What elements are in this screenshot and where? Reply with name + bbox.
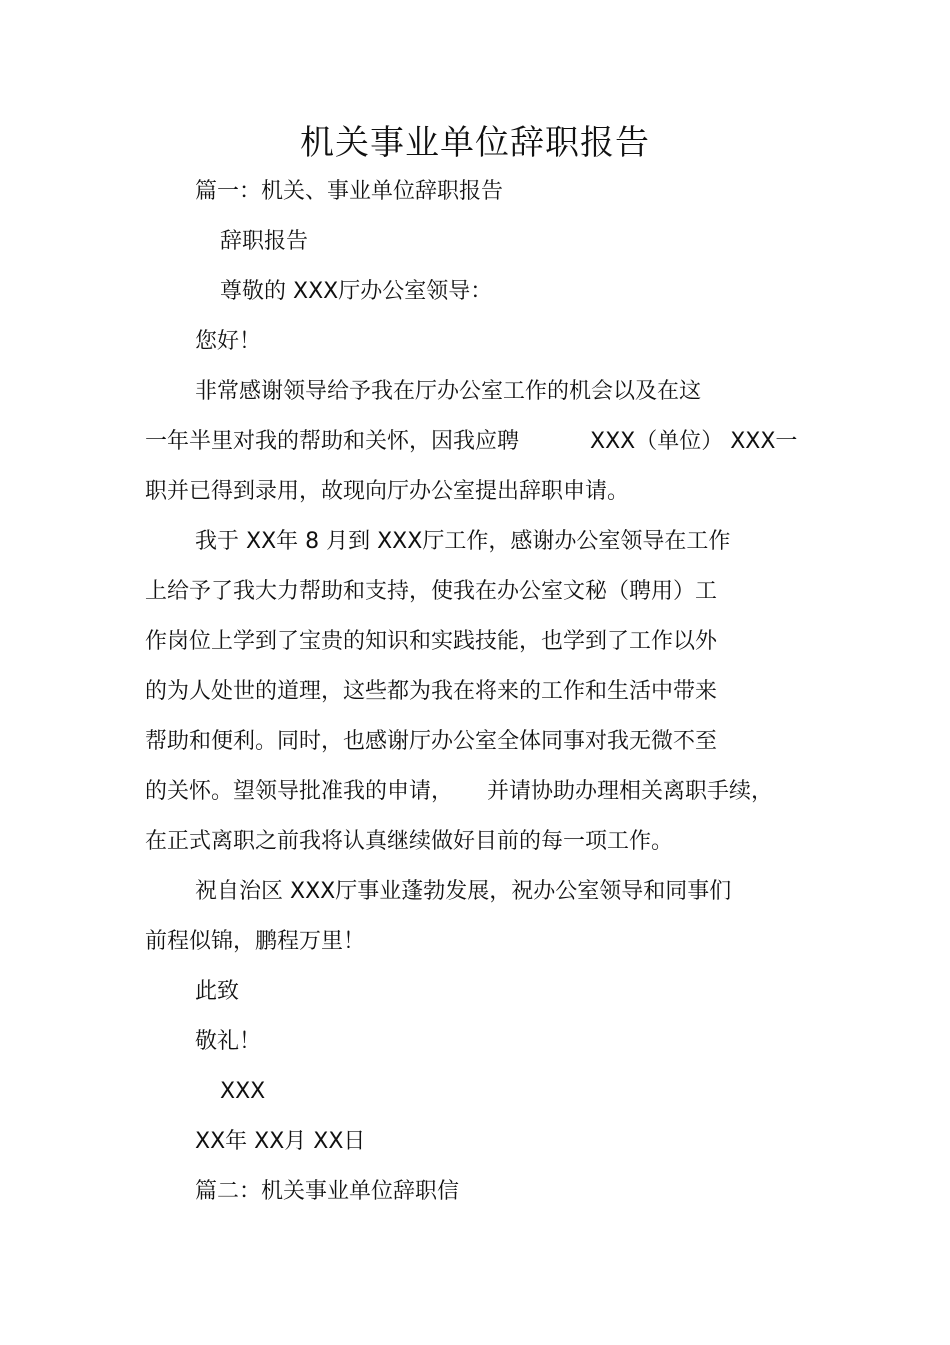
closing-line-2: 敬礼！ — [195, 1029, 262, 1054]
section-heading-1: 篇一：机关、事业单位辞职报告 — [195, 179, 504, 204]
letter-title: 辞职报告 — [220, 229, 309, 254]
para2-line-4: 的为人处世的道理，这些都为我在将来的工作和生活中带来 — [145, 679, 718, 704]
para1-line-1: 非常感谢领导给予我在厅办公室工作的机会以及在这 — [195, 379, 702, 404]
signature: XXX — [220, 1079, 266, 1104]
salutation: 尊敬的 XXX厅办公室领导： — [220, 279, 493, 304]
greeting: 您好！ — [195, 329, 262, 354]
closing-line-1: 此致 — [195, 979, 240, 1004]
section-heading-2: 篇二：机关事业单位辞职信 — [195, 1179, 460, 1204]
para2-line-1: 我于 XX年 8 月到 XXX厅工作，感谢办公室领导在工作 — [195, 529, 731, 554]
date: XX年 XX月 XX日 — [195, 1129, 366, 1154]
para2-line-6a: 的关怀。望领导批准我的申请， — [145, 779, 454, 804]
para2-line-3: 作岗位上学到了宝贵的知识和实践技能，也学到了工作以外 — [145, 629, 718, 654]
para3-line-1: 祝自治区 XXX厅事业蓬勃发展，祝办公室领导和同事们 — [195, 879, 732, 904]
para1-line-2b: XXX（单位） XXX一 — [590, 429, 798, 454]
para1-line-3: 职并已得到录用，故现向厅办公室提出辞职申请。 — [145, 479, 630, 504]
para2-line-5: 帮助和便利。同时，也感谢厅办公室全体同事对我无微不至 — [145, 729, 718, 754]
para2-line-7: 在正式离职之前我将认真继续做好目前的每一项工作。 — [145, 829, 674, 854]
para3-line-2: 前程似锦，鹏程万里！ — [145, 929, 366, 954]
para1-line-2a: 一年半里对我的帮助和关怀，因我应聘 — [145, 429, 520, 454]
para2-line-2: 上给予了我大力帮助和支持，使我在办公室文秘（聘用）工 — [145, 579, 718, 604]
document-title: 机关事业单位辞职报告 — [300, 123, 650, 163]
para2-line-6b: 并请协助办理相关离职手续， — [487, 779, 774, 804]
